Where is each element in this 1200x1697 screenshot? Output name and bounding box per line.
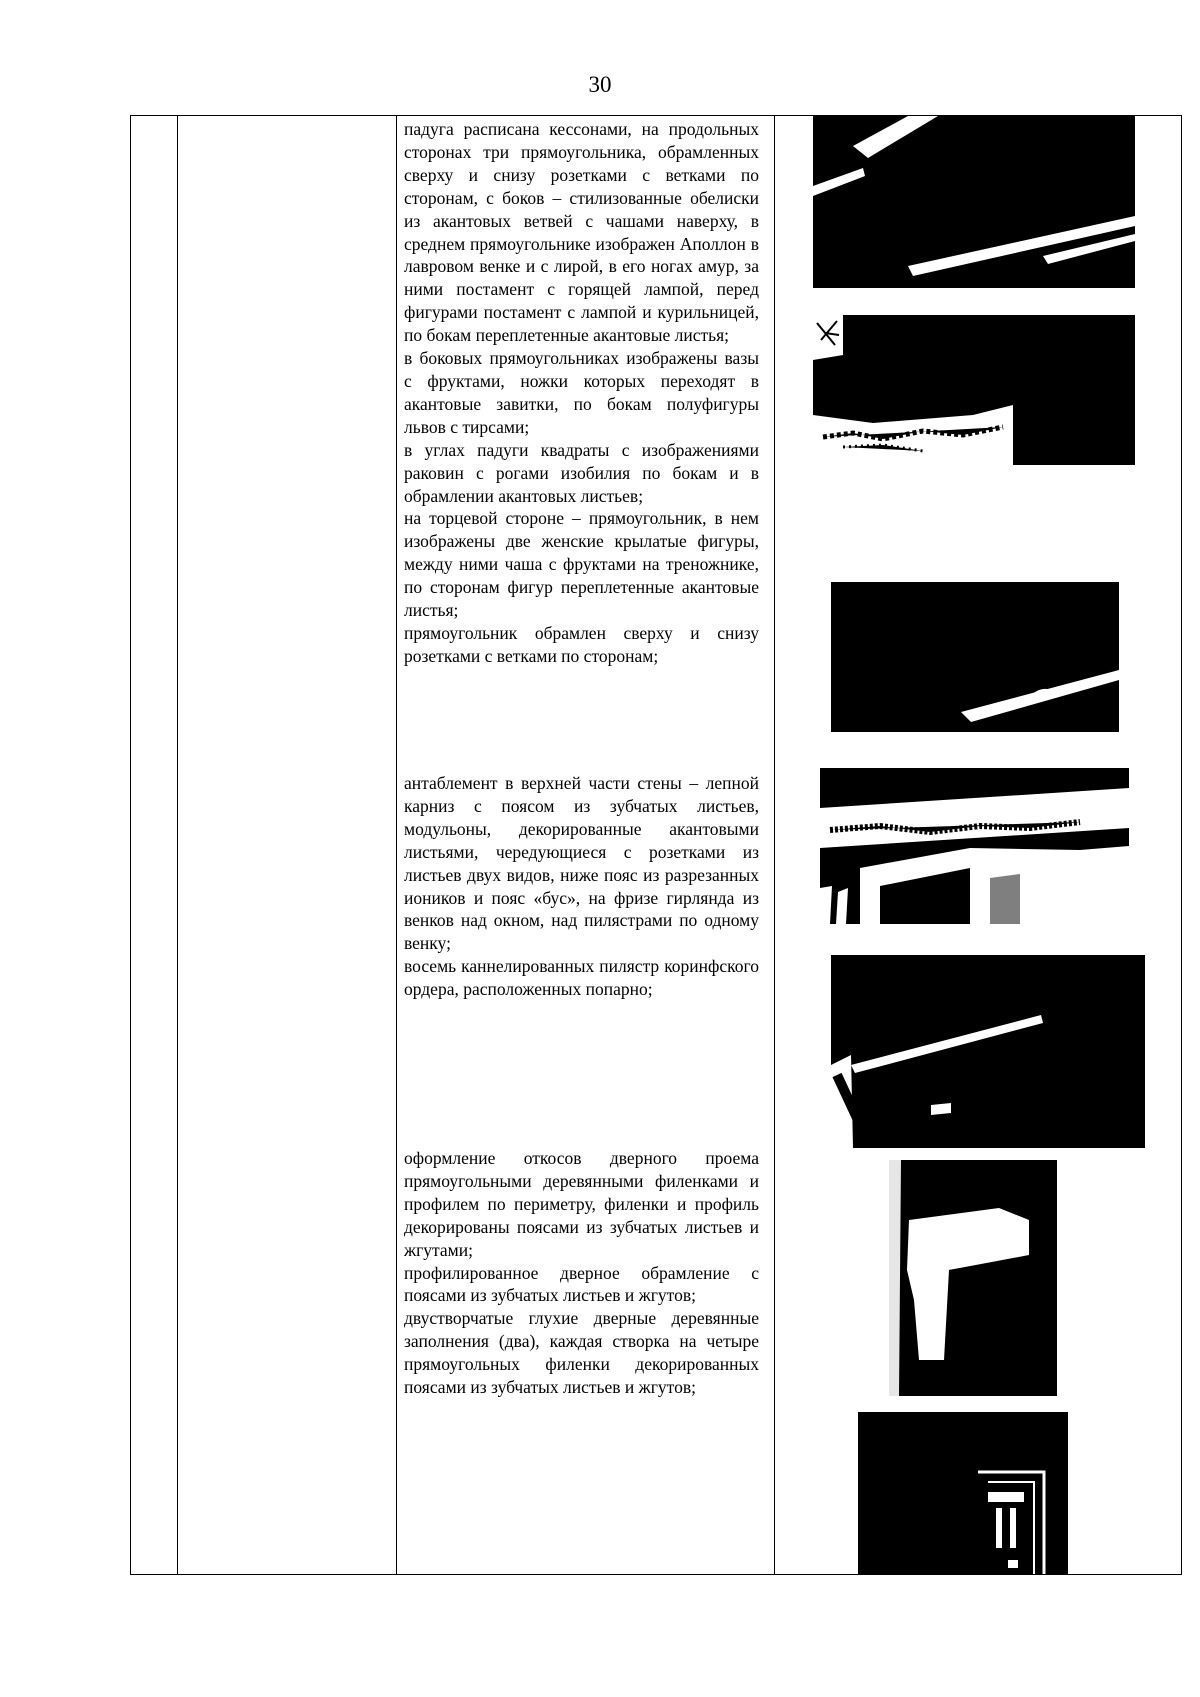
photo-cornice	[813, 315, 1135, 465]
description-block-door	[404, 1147, 759, 1399]
photo-pilasters	[831, 955, 1145, 1148]
description-paragraph: в углах падуги квадраты с изображениями раковин с рогами изобилия по бокам и в обрамлении акантовых листьев;	[404, 439, 759, 506]
page-number: 30	[588, 72, 612, 97]
description-paragraph: профилированное дверное обрамление с поясами из зубчатых листьев и жгутов;	[404, 1262, 759, 1306]
description-paragraph: антаблемент в верхней части стены – лепной карниз с поясом из зубчатых листьев, модульоны, декорированные акантовыми листьями, чередующиеся с розетками из листьев двух видов, ниже пояс из разрезанных иоников и пояс «бус», на фризе гирлянда из венков над окном, над пилястрами по одному венку;	[404, 773, 759, 954]
description-paragraph: на торцевой стороне – прямоугольник, в нем изображены две женские крылатые фигуры, между ними чаша с фруктами на треножнике, по сторонам фигур переплетенные акантовые листья;	[404, 508, 759, 621]
description-block-ceiling	[404, 118, 759, 668]
description-paragraph: восемь каннелированных пилястр коринфского ордера, расположенных попарно;	[404, 956, 759, 1000]
description-paragraph: оформление откосов дверного проема прямоугольными деревянными филенками и профилем по периметру, филенки и профиль декорированы поясами из зубчатых листьев и жгутами;	[404, 1148, 759, 1260]
description-paragraph: в боковых прямоугольниках изображены вазы с фруктами, ножки которых переходят в акантовые завитки, по бокам полуфигуры львов с тирсами;	[404, 348, 759, 437]
photo-door-slopes	[889, 1160, 1057, 1396]
column-divider	[177, 116, 178, 1574]
description-paragraph: падуга расписана кессонами, на продольных сторонах три прямоугольника, обрамленных сверху и снизу розетками с ветками по сторонам, с боков – стилизованные обелиски из акантовых ветвей с чашами наверху, в среднем прямоугольнике изображен Аполлон в лавровом венке и с лирой, в его ногах амур, за ними постамент с горящей лампой, перед фигурами постамент с лампой и курильницей, по бокам переплетенные акантовые листья;	[404, 119, 759, 346]
description-paragraph: двустворчатые глухие дверные деревянные заполнения (два), каждая створка на четыре прямоугольных филенки декорированных поясами из зубчатых листьев и жгутов;	[404, 1308, 759, 1398]
photo-door-frame	[858, 1412, 1090, 1574]
description-block-entablature	[404, 772, 759, 1001]
column-divider	[774, 116, 775, 1574]
photo-entablature	[820, 768, 1129, 924]
photo-ceiling-beams	[813, 116, 1135, 288]
description-paragraph: прямоугольник обрамлен сверху и снизу розетками с ветками по сторонам;	[404, 622, 759, 666]
column-divider	[396, 116, 397, 1574]
photo-ceiling-end	[831, 582, 1119, 732]
